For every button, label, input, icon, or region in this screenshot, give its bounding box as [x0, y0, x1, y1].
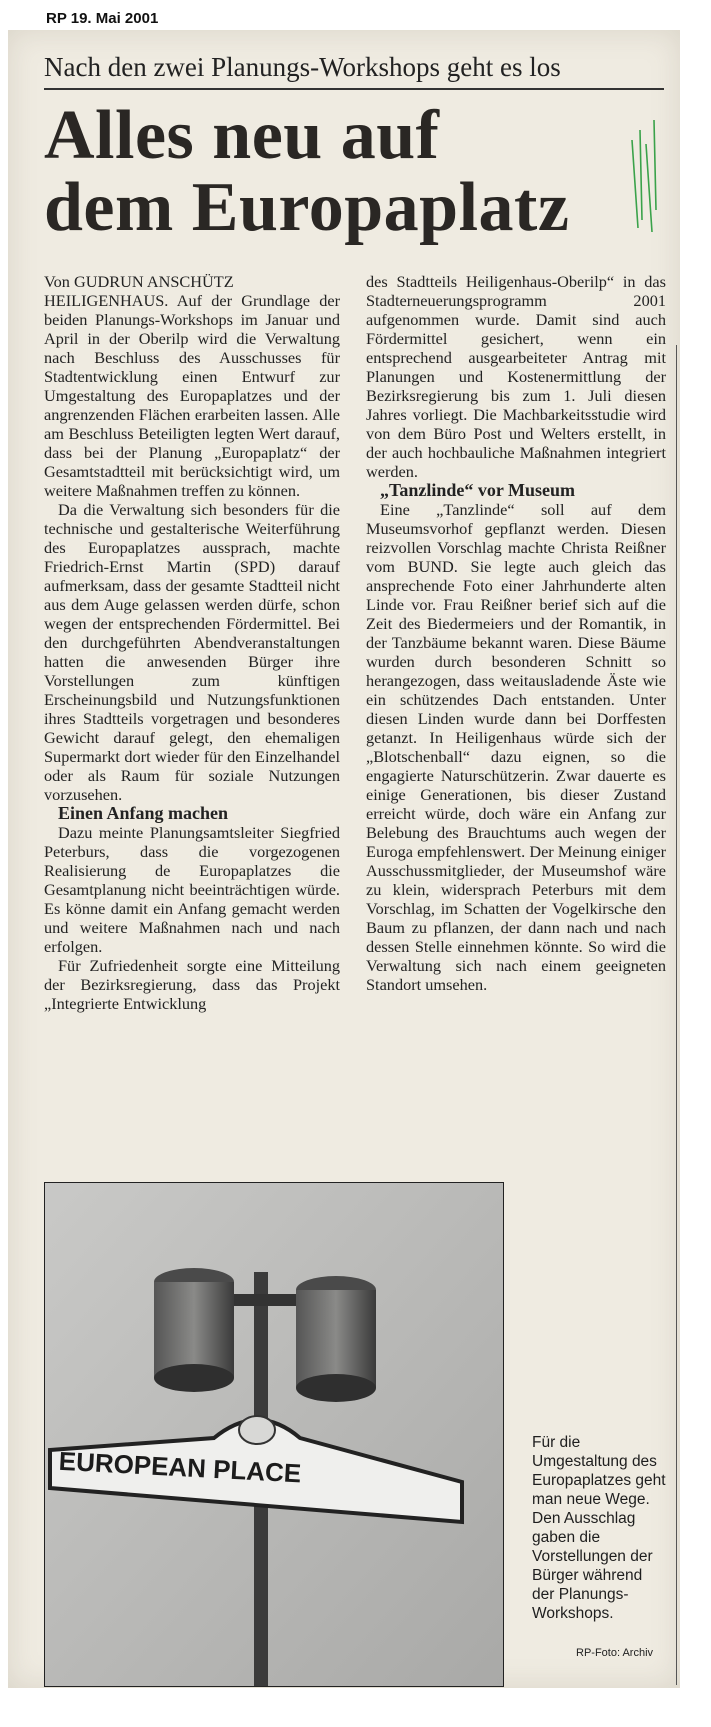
paragraph-5: des Stadtteils Heiligenhaus-Oberilp“ in das Stadterneuerungsprogramm 2001 aufgenommen wurde. Damit sind auch Fördermittel gesichert, wenn ein entsprechend ausgearbeiteter Antrag mit Planungen und Kostenermittlung der Bezirksregierung bis zum 1. Juli diesen Jahres vorliegt. Die Machbarkeitsstudie wird von dem Büro Post und Welters erstellt, in der auch hochbauliche Maßnahmen integriert werden.: [366, 272, 666, 481]
article-headline: [44, 97, 664, 246]
article-photo: [44, 1182, 504, 1687]
paragraph-1: [44, 291, 340, 500]
article-kicker: Nach den zwei Planungs-Workshops geht es los: [44, 52, 561, 82]
lamp-left: [154, 1268, 234, 1392]
paragraph-4: Für Zufriedenheit sorgte eine Mitteilung der Bezirksregierung, dass das Projekt „Integrierte Entwicklung: [44, 956, 340, 1013]
photo-caption: Für die Umgestaltung des Europaplatzes geht man neue Wege. Den Ausschlag gaben die Vorstellungen der Bürger während der Planungs-Workshops.: [532, 1434, 666, 1622]
headline-line-2: dem Europaplatz: [44, 169, 570, 246]
handwritten-check-mark: [626, 110, 674, 240]
photo-credit: RP-Foto: Archiv: [576, 1647, 654, 1659]
paragraph-2: Da die Verwaltung sich besonders für die technische und gestalterische Weiterführung des Europaplatzes aussprach, machte Friedrich-Ernst Martin (SPD) darauf aufmerksam, dass der gesamte Stadtteil nicht aus dem Auge gelassen werden dürfe, schon wegen der entsprechenden Fördermittel. Bei den durchgeführten Abendveranstaltungen hatten die anwesenden Bürger ihre Vorstellungen zum künftigen Erscheinungsbild und Nutzungsfunktionen ihres Stadtteils vorgetragen und besonderes Gewicht darauf gelegt, den ehemaligen Supermarkt dort wieder für den Einzelhandel oder als Raum für soziale Nutzungen vorzusehen.: [44, 500, 340, 804]
dateline: HEILIGENHAUS.: [44, 291, 169, 310]
kicker-rule: [44, 88, 664, 90]
byline: Von GUDRUN ANSCHÜTZ: [44, 272, 234, 291]
headline-line-1: Alles neu auf: [44, 97, 440, 174]
sign-text: EUROPEAN PLACE: [58, 1445, 302, 1489]
source-date-line: RP 19. Mai 2001: [46, 10, 159, 27]
article-column-2: [366, 272, 666, 994]
subhead-tanzlinde: „Tanzlinde“ vor Museum: [380, 480, 576, 500]
paragraph-6: Eine „Tanzlinde“ soll auf dem Museumsvorhof gepflanzt werden. Diesen reizvollen Vorschlag machte Christa Reißner vom BUND. Sie legte auch gleich das ansprechende Foto einer Jahrhunderte alten Linde vor. Frau Reißner berief sich auf die Zeit des Biedermeiers und der Romantik, in der Tanzbäume bekannt waren. Diese Bäume wurden durch besonderen Schnitt so herangezogen, dass weitausladende Äste wie ein schützendes Dach entstanden. Unter diesen Linden wurde dann bei Dorffesten getanzt. In Heiligenhaus würde sich der „Blotschenball“ dazu eignen, so die engagierte Naturschützerin. Zwar dauerte es einige Generationen, bis dieser Zustand erreicht würde, doch wäre ein Anfang zur Belebung des Brauchtums auch wegen der Euroga empfehlenswert. Der Meinung einiger Ausschussmitglieder, der Museumshof wäre zu klein, widersprach Peterburs mit dem Vorschlag, im Schatten der Vogelkirsche den Baum zu pflanzen, der dann nach und nach dessen Stelle einnehmen könnte. So wird die Verwaltung sich nach einem geeigneten Standort umsehen.: [366, 500, 666, 994]
column-edge-line: [676, 345, 677, 1685]
street-sign-photo-illustration: [44, 1182, 504, 1687]
paragraph-3: Dazu meinte Planungsamtsleiter Siegfried Peterburs, dass die vorgezogenen Realisierung de Europaplatzes die Gesamtplanung nicht beeinträchtigen würde. Es könne damit ein Anfang gemacht werden und weitere Maßnahmen nach und nach erfolgen.: [44, 823, 340, 956]
article-column-1: [44, 272, 340, 1013]
lamp-right: [296, 1276, 376, 1402]
subhead-anfang: Einen Anfang machen: [58, 803, 229, 823]
paragraph-1-text: Auf der Grundlage der beiden Planungs-Workshops im Januar und April in der Oberilp wird die Verwaltung nach Beschluss des Ausschusses für Stadtentwicklung einen Entwurf zur Umgestaltung des Europaplatzes und der angrenzenden Flächen erarbeiten lassen. Alle am Beschluss Beteiligten legten Wert darauf, dass bei der Planung „Europaplatz“ der Gesamtstadtteil mit berücksichtigt wird, um weitere Maßnahmen treffen zu können.: [44, 291, 340, 500]
